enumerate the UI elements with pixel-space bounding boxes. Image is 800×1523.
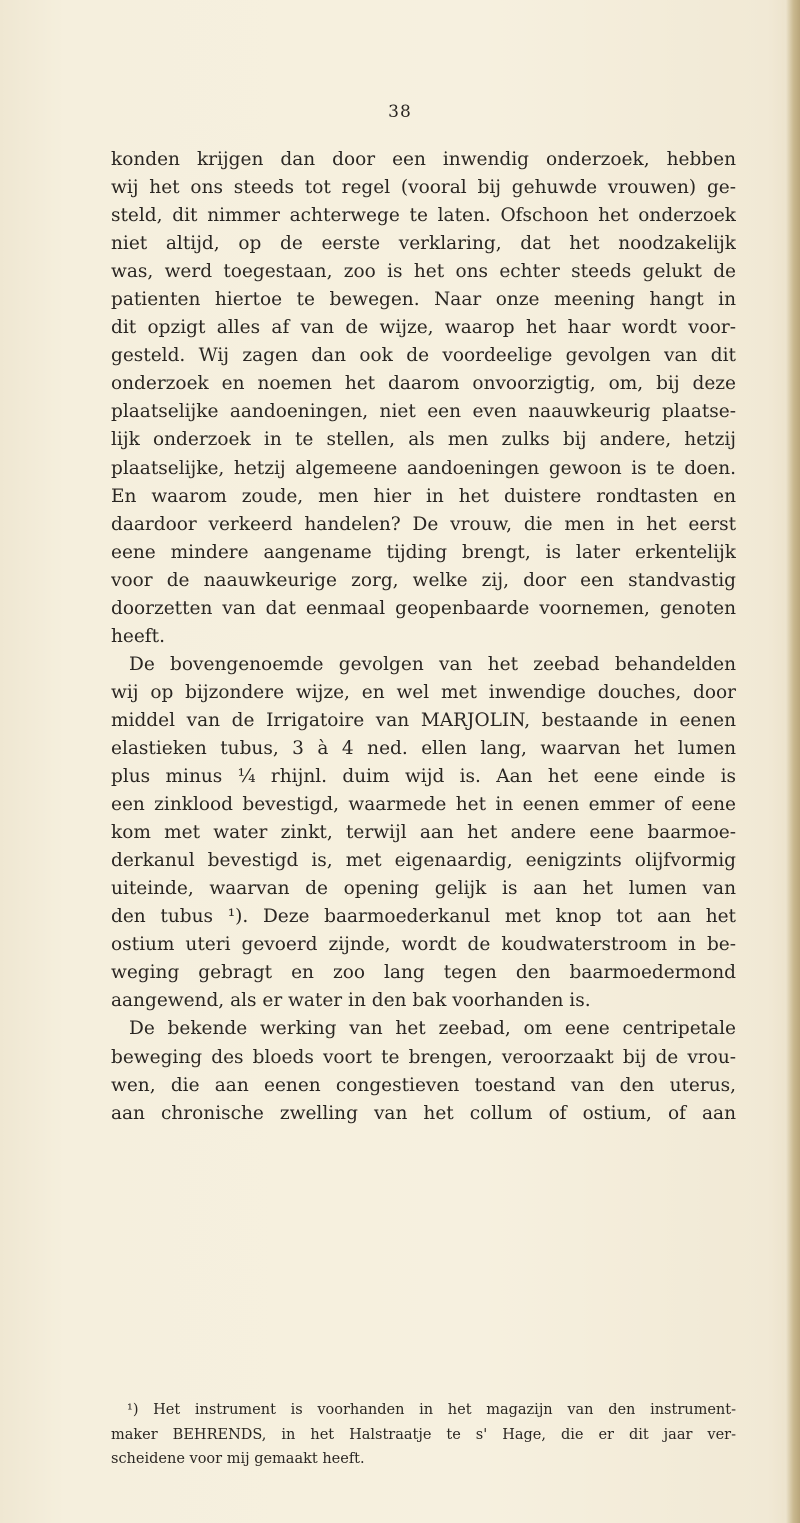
text-line: patienten hiertoe te bewegen. Naar onze meening hangt in — [111, 289, 736, 311]
text-line: lijk onderzoek in te stellen, als men zulks bij andere, hetzij — [111, 429, 736, 451]
text-line: den tubus ¹). Deze baarmoederkanul met knop tot aan het — [111, 906, 736, 928]
text-line: kom met water zinkt, terwijl aan het andere eene baarmoe- — [111, 822, 736, 844]
text-line: middel van de Irrigatoire van MARJOLIN, bestaande in eenen — [111, 709, 736, 731]
text-line: een zinklood bevestigd, waarmede het in eenen emmer of eene — [111, 794, 736, 816]
text-line: voor de naauwkeurige zorg, welke zij, door een standvastig — [111, 569, 736, 591]
text-line: elastieken tubus, 3 à 4 ned. ellen lang, waarvan het lumen — [111, 737, 736, 759]
text-line: daardoor verkeerd handelen? De vrouw, die men in het eerst — [111, 513, 736, 535]
page-number: 38 — [388, 102, 412, 122]
text-line: dit opzigt alles af van de wijze, waarop het haar wordt voor- — [111, 317, 736, 339]
text-line: De bovengenoemde gevolgen van het zeebad behandelden — [129, 653, 736, 675]
text-line: En waarom zoude, men hier in het duistere rondtasten en — [111, 485, 736, 507]
text-line: gesteld. Wij zagen dan ook de voordeelige gevolgen van dit — [111, 345, 736, 367]
footnote-line: ¹) Het instrument is voorhanden in het magazijn van den instrument- — [127, 1402, 736, 1418]
page-edge — [786, 0, 800, 1523]
text-line: wij het ons steeds tot regel (vooral bij gehuwde vrouwen) ge- — [111, 177, 736, 199]
text-line: was, werd toegestaan, zoo is het ons echter steeds gelukt de — [111, 261, 736, 283]
text-line: plus minus ¼ rhijnl. duim wijd is. Aan het eene einde is — [111, 766, 736, 788]
text-line: aan chronische zwelling van het collum of ostium, of aan — [111, 1102, 736, 1124]
text-line: niet altijd, op de eerste verklaring, dat het noodzakelijk — [111, 233, 736, 255]
text-line: uiteinde, waarvan de opening gelijk is aan het lumen van — [111, 878, 736, 900]
text-line: wen, die aan eenen congestieven toestand van den uterus, — [111, 1074, 736, 1096]
text-line: De bekende werking van het zeebad, om eene centripetale — [129, 1018, 736, 1040]
footnote-line: maker BEHRENDS, in het Halstraatje te s' Hage, die er dit jaar ver- — [111, 1426, 736, 1443]
text-line: derkanul bevestigd is, met eigenaardig, eenigzints olijfvormig — [111, 850, 736, 872]
text-line: plaatselijke aandoeningen, niet een even naauwkeurig plaatse- — [111, 401, 736, 423]
text-line: beweging des bloeds voort te brengen, veroorzaakt bij de vrou- — [111, 1046, 736, 1068]
text-line: plaatselijke, hetzij algemeene aandoeningen gewoon is te doen. — [111, 457, 736, 479]
text-line: konden krijgen dan door een inwendig onderzoek, hebben — [111, 149, 736, 170]
text-line: doorzetten van dat eenmaal geopenbaarde voornemen, genoten — [111, 597, 736, 619]
text-line: aangewend, als er water in den bak voorhanden is. — [111, 990, 591, 1012]
text-line: steld, dit nimmer achterwege te laten. Ofschoon het onderzoek — [111, 205, 736, 227]
text-line: weging gebragt en zoo lang tegen den baarmoedermond — [111, 962, 736, 984]
body-text — [111, 146, 736, 1128]
text-line: eene mindere aangename tijding brengt, is later erkentelijk — [111, 541, 736, 563]
footnote-line: scheidene voor mij gemaakt heeft. — [111, 1451, 365, 1467]
text-line: wij op bijzondere wijze, en wel met inwendige douches, door — [111, 681, 736, 703]
text-line: onderzoek en noemen het daarom onvoorzigtig, om, bij deze — [111, 373, 736, 395]
text-line: heeft. — [111, 625, 165, 647]
text-line: ostium uteri gevoerd zijnde, wordt de koudwaterstroom in be- — [111, 934, 736, 956]
footnotes — [111, 1398, 736, 1472]
